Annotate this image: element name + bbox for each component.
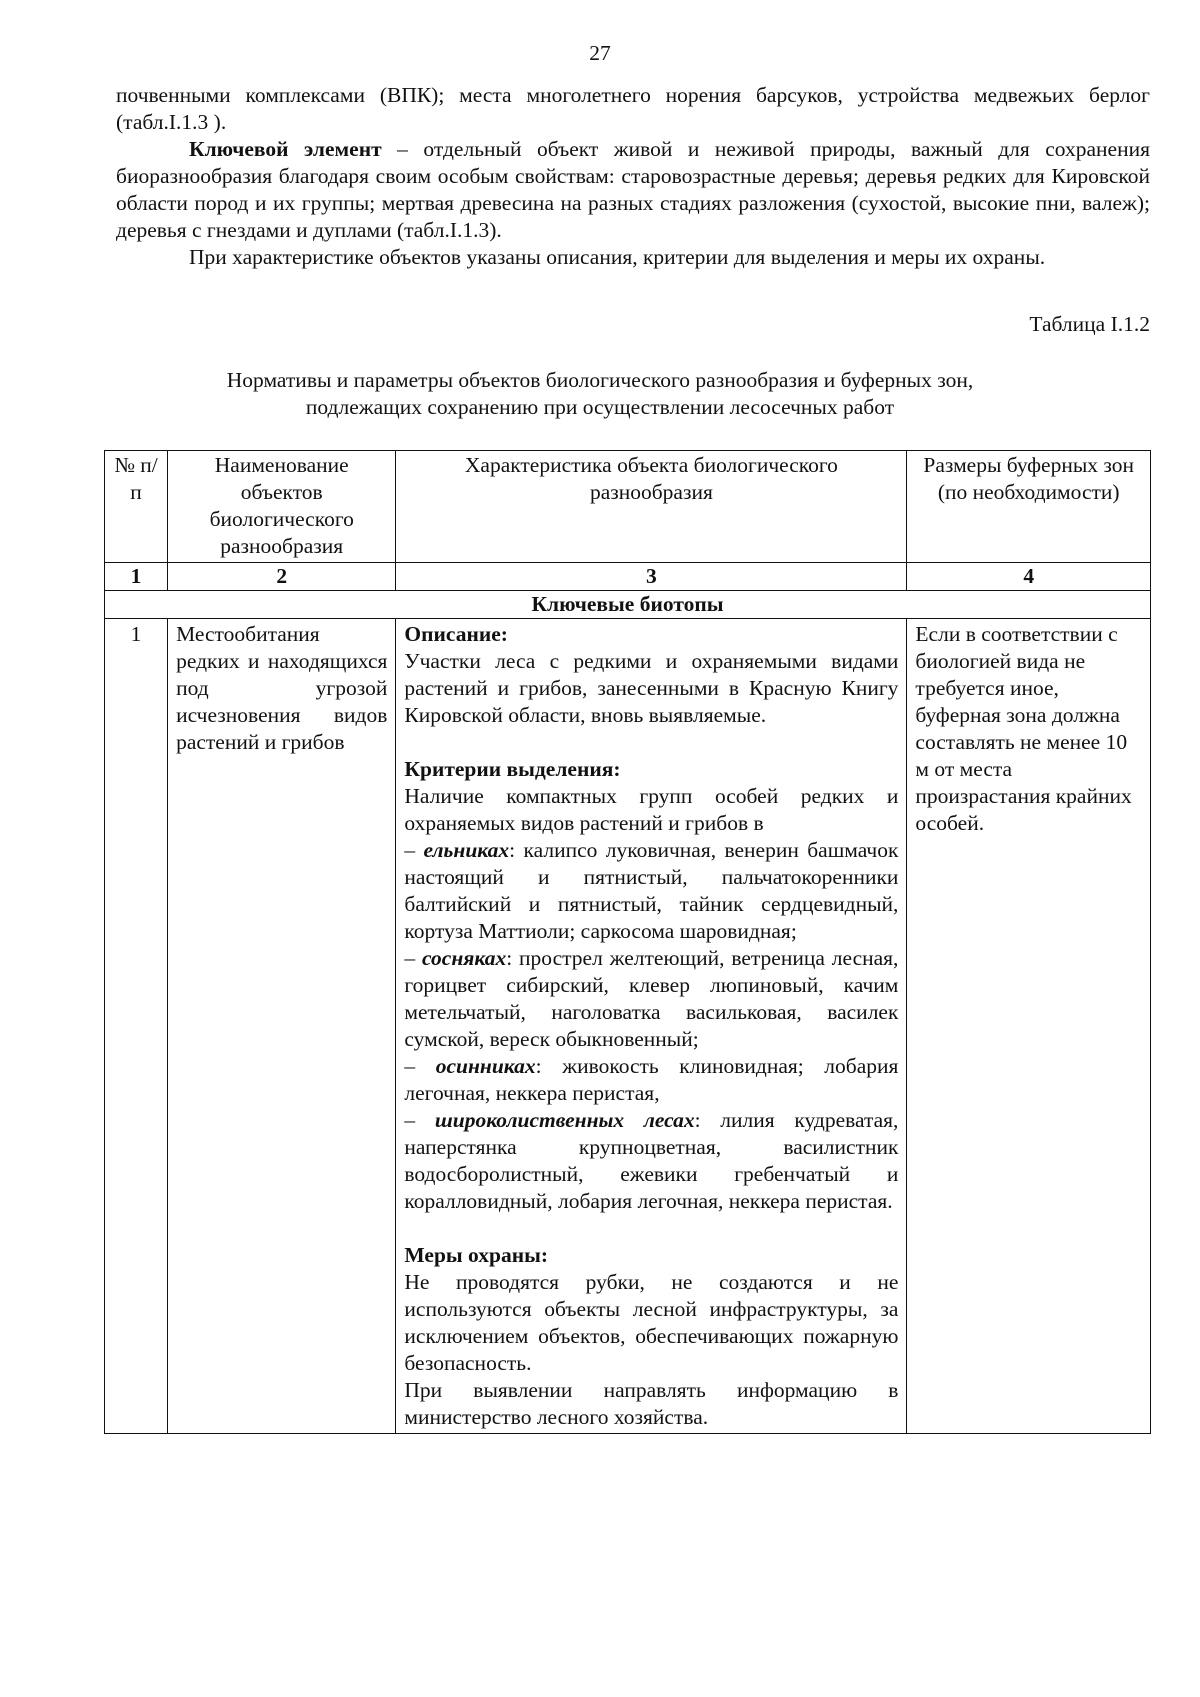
row-number: 1: [105, 619, 168, 1434]
measures-heading: Меры охраны:: [404, 1243, 549, 1267]
biodiversity-table: [104, 450, 1151, 1434]
criteria-item: – сосняках: прострел желтеющий, ветреница лесная, горицвет сибирский, клевер люпиновый, качим метельчатый, наголоватка васильковая, василек сумской, вереск обыкновенный;: [404, 946, 899, 1051]
header-name: Наименование объектов биологического разнообразия: [168, 451, 396, 563]
table-title: [0, 367, 1200, 421]
criteria-item: – ельниках: калипсо луковичная, венерин башмачок настоящий и пятнистый, пальчатокоренники балтийский и пятнистый, тайник сердцевидный, кортуза Маттиоли; саркосома шаровидная;: [404, 838, 899, 943]
column-number: 2: [168, 563, 396, 591]
header-buffer: Размеры буферных зон (по необходимости): [907, 451, 1151, 563]
intro-text: [116, 82, 1150, 271]
table-title-line-2: подлежащих сохранению при осуществлении лесосечных работ: [305, 395, 895, 419]
table-title-line-1: Нормативы и параметры объектов биологического разнообразия и буферных зон,: [226, 368, 974, 392]
column-number-row: [105, 563, 1151, 591]
header-characteristic: Характеристика объекта биологического разнообразия: [396, 451, 907, 563]
measures-text-2: При выявлении направлять информацию в министерство лесного хозяйства.: [404, 1378, 899, 1429]
forest-type: сосняках: [422, 946, 507, 970]
key-element-term: Ключевой элемент: [189, 137, 382, 161]
forest-type: широколиственных лесах: [434, 1108, 695, 1132]
section-title: Ключевые биотопы: [105, 591, 1151, 619]
forest-type: осинниках: [435, 1054, 536, 1078]
table-row: [105, 619, 1151, 1434]
buffer-zone-size: Если в соответствии с биологией вида не требуется иное, буферная зона должна составлять не менее 10 м от места произрастания крайних особей.: [907, 619, 1151, 1434]
criteria-intro: Наличие компактных групп особей редких и охраняемых видов растений и грибов в: [404, 784, 899, 835]
criteria-item: – широколиственных лесах: лилия кудреватая, наперстянка крупноцветная, василистник водосборолистный, ежевики гребенчатый и коралловидный, лобария легочная, неккера перистая.: [404, 1108, 899, 1213]
header-num: № п/п: [105, 451, 168, 563]
table-label: Таблица I.1.2: [1029, 312, 1150, 336]
description-heading: Описание:: [404, 622, 508, 646]
criteria-heading: Критерии выделения:: [404, 757, 621, 781]
object-characteristic: [396, 619, 907, 1434]
table-header-row: [105, 451, 1151, 563]
intro-paragraph-3: При характеристике объектов указаны описания, критерии для выделения и меры их охраны.: [189, 245, 1046, 269]
section-row: [105, 591, 1151, 619]
intro-paragraph-2: [116, 136, 1150, 244]
column-number: 3: [396, 563, 907, 591]
description-text: Участки леса с редкими и охраняемыми видами растений и грибов, занесенными в Красную Книгу Кировской области, вновь выявляемые.: [404, 649, 899, 727]
key-element-definition: – отдельный объект живой и неживой природы, важный для сохранения биоразнообразия благодаря своим особым свойствам: старовозрастные деревья; деревья редких для Кировской области пород и их группы; мертвая древесина на разных стадиях разложения (сухостой, высокие пни, валеж); деревья с гнездами и дуплами (табл.I.1.3).: [116, 137, 1150, 242]
criteria-item: – осинниках: живокость клиновидная; лобария легочная, неккера перистая,: [404, 1054, 899, 1105]
object-name: Местообитания редких и находящихся под угрозой исчезновения видов растений и грибов: [168, 619, 396, 1434]
measures-text-1: Не проводятся рубки, не создаются и не используются объекты лесной инфраструктуры, за исключением объектов, обеспечивающих пожарную безопасность.: [404, 1270, 899, 1375]
column-number: 4: [907, 563, 1151, 591]
intro-paragraph-1: почвенными комплексами (ВПК); места многолетнего норения барсуков, устройства медвежьих берлог (табл.I.1.3 ).: [116, 83, 1150, 134]
page-number: 27: [589, 41, 611, 65]
forest-type: ельниках: [423, 838, 510, 862]
column-number: 1: [105, 563, 168, 591]
